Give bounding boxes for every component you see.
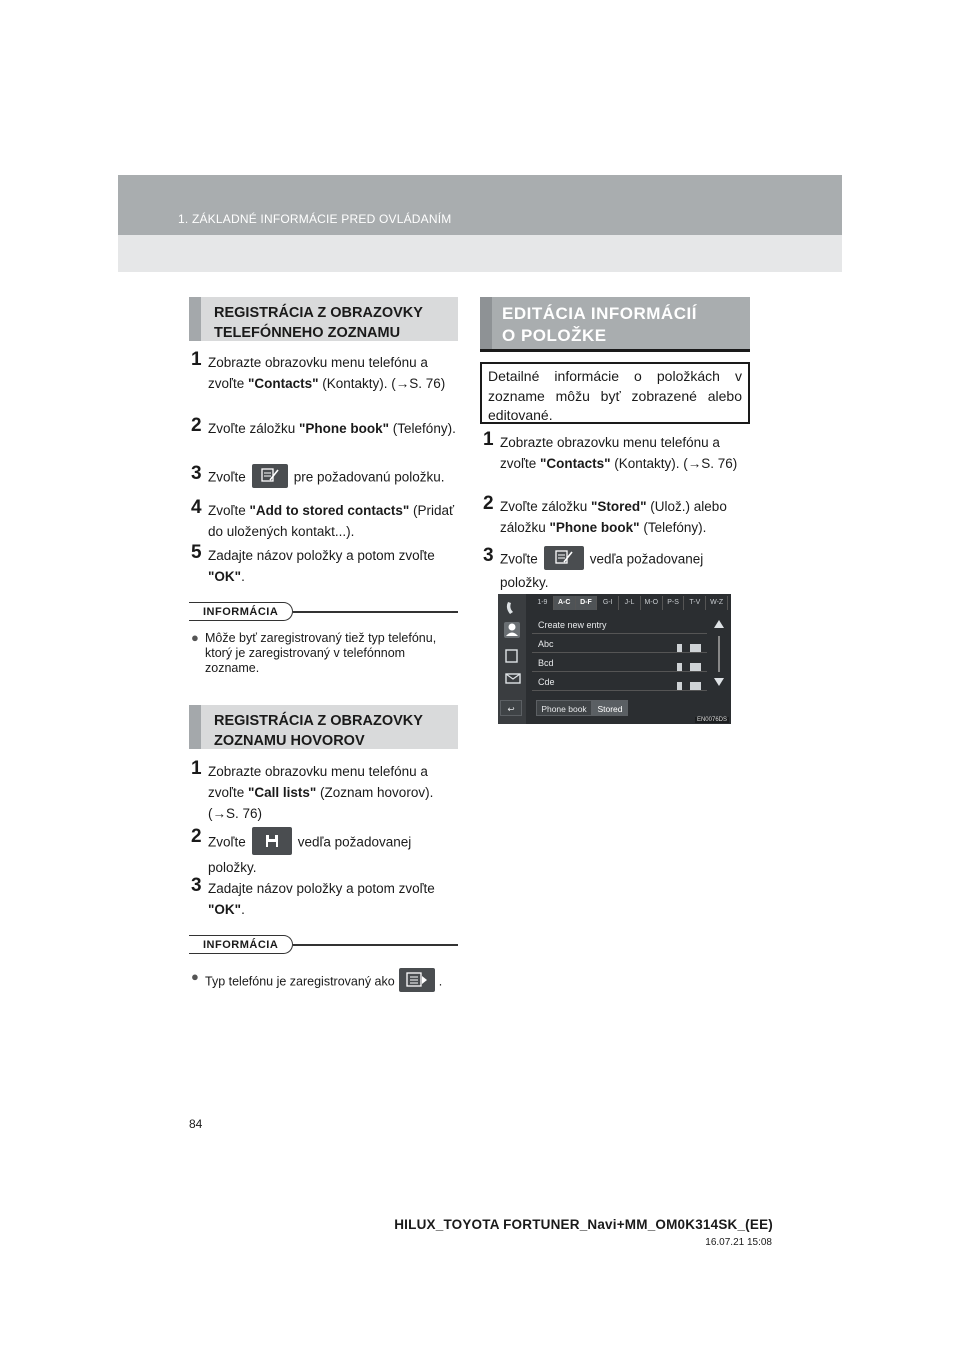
screen-tab[interactable]: M-O bbox=[641, 596, 663, 610]
screen-tab[interactable]: P-S bbox=[663, 596, 685, 610]
info-label-2: INFORMÁCIA bbox=[189, 935, 293, 954]
section-heading-calllist: REGISTRÁCIA Z OBRAZOVKY ZOZNAMU HOVOROV bbox=[189, 705, 458, 749]
info-rule bbox=[293, 611, 458, 613]
page-number: 84 bbox=[189, 1117, 203, 1131]
header-band-lower bbox=[118, 235, 842, 272]
bullet-icon: ● bbox=[191, 969, 199, 984]
step-1-edit: 1 Zobrazte obrazovku menu telefónu a zvoľte "Contacts" (Kontakty). (→S. 76) bbox=[483, 429, 738, 471]
screen-tab[interactable]: T-V bbox=[684, 596, 706, 610]
edit-note-icon bbox=[252, 464, 288, 488]
stored-button[interactable]: Stored bbox=[592, 700, 628, 716]
section-underline bbox=[480, 349, 750, 352]
footer-date: 16.07.21 15:08 bbox=[705, 1237, 772, 1248]
scroll-arrows-icon[interactable] bbox=[712, 618, 726, 688]
info-label: INFORMÁCIA bbox=[189, 602, 293, 621]
chapter-title: 1. ZÁKLADNÉ INFORMÁCIE PRED OVLÁDANÍM bbox=[178, 212, 452, 226]
phone-type-icon bbox=[399, 968, 435, 992]
step-4-phonebook: 4 Zvoľte "Add to stored contacts" (Pridať do uložených kontakt...). bbox=[191, 497, 455, 539]
screen-row[interactable]: Abc bbox=[532, 635, 707, 653]
header-band bbox=[118, 175, 842, 235]
step-2-phonebook: 2 Zvoľte záložku "Phone book" (Telefóny). bbox=[191, 415, 456, 436]
step-3-phonebook: 3 Zvoľte pre požadovanú položku. bbox=[208, 466, 459, 490]
phone-book-button[interactable]: Phone book bbox=[536, 700, 592, 716]
row-action-icons[interactable] bbox=[677, 640, 703, 648]
step-2-edit: 2 Zvoľte záložku "Stored" (Ulož.) alebo záložku "Phone book" (Telefóny). bbox=[483, 493, 727, 535]
back-icon[interactable]: ↩ bbox=[500, 700, 522, 716]
description-box: Detailné informácie o položkách v zozname môžu byť zobrazené alebo editované. bbox=[480, 362, 750, 424]
step-3-calllist: 3 Zadajte názov položky a potom zvoľte "OK". bbox=[191, 875, 435, 917]
step-1-calllist: 1 Zobrazte obrazovku menu telefónu a zvoľte "Call lists" (Zoznam hovorov). (→S. 76) bbox=[191, 758, 434, 821]
section-heading-edit: EDITÁCIA INFORMÁCIÍ O POLOŽKE bbox=[480, 297, 750, 349]
info-item-2: ● Typ telefónu je zaregistrovaný ako . bbox=[205, 970, 458, 994]
info-rule-2 bbox=[293, 944, 458, 946]
image-code: EN0076DS bbox=[696, 717, 727, 723]
step-5-phonebook: 5 Zadajte názov položky a potom zvoľte "OK". bbox=[191, 542, 435, 584]
device-screenshot bbox=[498, 594, 731, 724]
edit-note-icon bbox=[544, 546, 584, 570]
screen-row[interactable]: Bcd bbox=[532, 654, 707, 672]
screen-tab[interactable]: A-C bbox=[554, 596, 576, 610]
screen-row-create[interactable]: Create new entry bbox=[532, 616, 707, 634]
row-action-icons[interactable] bbox=[677, 659, 703, 667]
screen-button-bar bbox=[498, 700, 731, 717]
save-icon bbox=[252, 827, 292, 855]
row-action-icons[interactable] bbox=[677, 678, 703, 686]
bullet-icon: ● bbox=[191, 630, 199, 645]
screen-tabs bbox=[532, 596, 728, 610]
step-2-calllist: 2 Zvoľte vedľa požadovanej položky. bbox=[191, 826, 412, 875]
screen-tab[interactable]: D-F bbox=[576, 596, 598, 610]
screen-tab[interactable]: J-L bbox=[619, 596, 641, 610]
screen-row[interactable]: Cde bbox=[532, 673, 707, 691]
step-1-phonebook: 1 Zobrazte obrazovku menu telefónu a zvoľte "Contacts" (Kontakty). (→S. 76) bbox=[191, 349, 446, 391]
screen-tab[interactable]: G-I bbox=[597, 596, 619, 610]
section-heading-phonebook: REGISTRÁCIA Z OBRAZOVKY TELEFÓNNEHO ZOZNAMU bbox=[189, 297, 458, 341]
screen-tab[interactable]: W-Z bbox=[706, 596, 728, 610]
step-3-edit: 3 Zvoľte vedľa požadovanej položky. bbox=[483, 545, 704, 590]
footer-title: HILUX_TOYOTA FORTUNER_Navi+MM_OM0K314SK_(EE) bbox=[394, 1217, 773, 1232]
screen-tab[interactable]: 1-9 bbox=[532, 596, 554, 610]
info-item: ● Môže byť zaregistrovaný tiež typ telefónu, ktorý je zaregistrovaný v telefónnom zozname. bbox=[191, 630, 437, 675]
